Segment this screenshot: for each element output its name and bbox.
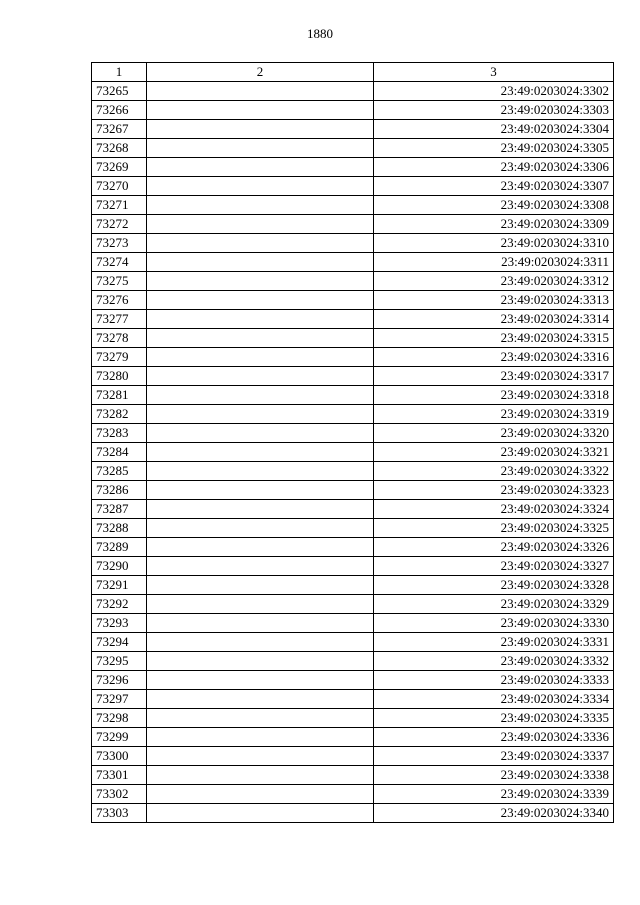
record-number-cell: 73281 [92, 386, 147, 405]
cadastral-number-cell: 23:49:0203024:3315 [374, 329, 614, 348]
table-row [92, 291, 614, 310]
record-number-cell: 73271 [92, 196, 147, 215]
empty-cell [147, 576, 374, 595]
table-row [92, 728, 614, 747]
empty-cell [147, 272, 374, 291]
empty-cell [147, 709, 374, 728]
table-row [92, 310, 614, 329]
record-number-cell: 73297 [92, 690, 147, 709]
table-row [92, 766, 614, 785]
empty-cell [147, 101, 374, 120]
empty-cell [147, 82, 374, 101]
empty-cell [147, 386, 374, 405]
empty-cell [147, 443, 374, 462]
empty-cell [147, 804, 374, 823]
cadastral-number-cell: 23:49:0203024:3316 [374, 348, 614, 367]
table-row [92, 443, 614, 462]
column-header-1: 1 [92, 63, 147, 82]
empty-cell [147, 291, 374, 310]
record-number-cell: 73291 [92, 576, 147, 595]
record-number-cell: 73292 [92, 595, 147, 614]
table-row [92, 557, 614, 576]
table-row [92, 538, 614, 557]
cadastral-number-cell: 23:49:0203024:3324 [374, 500, 614, 519]
empty-cell [147, 405, 374, 424]
table-row [92, 671, 614, 690]
table-row [92, 481, 614, 500]
empty-cell [147, 481, 374, 500]
record-number-cell: 73286 [92, 481, 147, 500]
table-row [92, 329, 614, 348]
cadastral-number-cell: 23:49:0203024:3309 [374, 215, 614, 234]
table-row [92, 519, 614, 538]
cadastral-number-cell: 23:49:0203024:3333 [374, 671, 614, 690]
cadastral-number-cell: 23:49:0203024:3306 [374, 158, 614, 177]
table-row [92, 234, 614, 253]
table-row [92, 785, 614, 804]
empty-cell [147, 538, 374, 557]
record-number-cell: 73296 [92, 671, 147, 690]
record-number-cell: 73277 [92, 310, 147, 329]
table-row [92, 215, 614, 234]
cadastral-number-cell: 23:49:0203024:3320 [374, 424, 614, 443]
table-row [92, 82, 614, 101]
cadastral-number-cell: 23:49:0203024:3339 [374, 785, 614, 804]
record-number-cell: 73279 [92, 348, 147, 367]
table-row [92, 348, 614, 367]
record-number-cell: 73284 [92, 443, 147, 462]
empty-cell [147, 367, 374, 386]
empty-cell [147, 652, 374, 671]
cadastral-number-cell: 23:49:0203024:3325 [374, 519, 614, 538]
record-number-cell: 73275 [92, 272, 147, 291]
empty-cell [147, 348, 374, 367]
cadastral-number-cell: 23:49:0203024:3310 [374, 234, 614, 253]
table-row [92, 690, 614, 709]
table-row [92, 196, 614, 215]
empty-cell [147, 424, 374, 443]
empty-cell [147, 462, 374, 481]
cadastral-number-cell: 23:49:0203024:3319 [374, 405, 614, 424]
empty-cell [147, 595, 374, 614]
cadastral-number-cell: 23:49:0203024:3322 [374, 462, 614, 481]
cadastral-number-cell: 23:49:0203024:3334 [374, 690, 614, 709]
record-number-cell: 73273 [92, 234, 147, 253]
cadastral-number-cell: 23:49:0203024:3312 [374, 272, 614, 291]
cadastral-number-cell: 23:49:0203024:3329 [374, 595, 614, 614]
cadastral-number-cell: 23:49:0203024:3305 [374, 139, 614, 158]
record-number-cell: 73289 [92, 538, 147, 557]
record-number-cell: 73293 [92, 614, 147, 633]
cadastral-number-cell: 23:49:0203024:3311 [374, 253, 614, 272]
cadastral-number-cell: 23:49:0203024:3328 [374, 576, 614, 595]
cadastral-number-cell: 23:49:0203024:3330 [374, 614, 614, 633]
empty-cell [147, 728, 374, 747]
cadastral-number-cell: 23:49:0203024:3331 [374, 633, 614, 652]
record-number-cell: 73268 [92, 139, 147, 158]
cadastral-number-cell: 23:49:0203024:3317 [374, 367, 614, 386]
table-row [92, 253, 614, 272]
table-row [92, 633, 614, 652]
record-number-cell: 73303 [92, 804, 147, 823]
record-number-cell: 73266 [92, 101, 147, 120]
empty-cell [147, 690, 374, 709]
record-number-cell: 73298 [92, 709, 147, 728]
table-row [92, 120, 614, 139]
cadastral-number-cell: 23:49:0203024:3303 [374, 101, 614, 120]
table-row [92, 462, 614, 481]
empty-cell [147, 310, 374, 329]
cadastral-number-cell: 23:49:0203024:3308 [374, 196, 614, 215]
record-number-cell: 73269 [92, 158, 147, 177]
empty-cell [147, 196, 374, 215]
record-number-cell: 73301 [92, 766, 147, 785]
empty-cell [147, 671, 374, 690]
registry-table [91, 62, 614, 823]
cadastral-number-cell: 23:49:0203024:3307 [374, 177, 614, 196]
table-row [92, 158, 614, 177]
table-row [92, 747, 614, 766]
table-row [92, 101, 614, 120]
cadastral-number-cell: 23:49:0203024:3336 [374, 728, 614, 747]
record-number-cell: 73285 [92, 462, 147, 481]
cadastral-number-cell: 23:49:0203024:3318 [374, 386, 614, 405]
record-number-cell: 73299 [92, 728, 147, 747]
cadastral-number-cell: 23:49:0203024:3321 [374, 443, 614, 462]
empty-cell [147, 785, 374, 804]
table-row [92, 576, 614, 595]
cadastral-number-cell: 23:49:0203024:3323 [374, 481, 614, 500]
empty-cell [147, 329, 374, 348]
cadastral-number-cell: 23:49:0203024:3302 [374, 82, 614, 101]
record-number-cell: 73280 [92, 367, 147, 386]
empty-cell [147, 519, 374, 538]
empty-cell [147, 234, 374, 253]
table-row [92, 405, 614, 424]
cadastral-number-cell: 23:49:0203024:3337 [374, 747, 614, 766]
empty-cell [147, 158, 374, 177]
record-number-cell: 73278 [92, 329, 147, 348]
cadastral-number-cell: 23:49:0203024:3314 [374, 310, 614, 329]
empty-cell [147, 139, 374, 158]
record-number-cell: 73274 [92, 253, 147, 272]
record-number-cell: 73283 [92, 424, 147, 443]
table-row [92, 386, 614, 405]
record-number-cell: 73300 [92, 747, 147, 766]
cadastral-number-cell: 23:49:0203024:3335 [374, 709, 614, 728]
record-number-cell: 73302 [92, 785, 147, 804]
record-number-cell: 73295 [92, 652, 147, 671]
empty-cell [147, 120, 374, 139]
table-row [92, 177, 614, 196]
record-number-cell: 73270 [92, 177, 147, 196]
record-number-cell: 73290 [92, 557, 147, 576]
record-number-cell: 73288 [92, 519, 147, 538]
table-body [92, 82, 614, 823]
empty-cell [147, 766, 374, 785]
empty-cell [147, 500, 374, 519]
record-number-cell: 73265 [92, 82, 147, 101]
cadastral-number-cell: 23:49:0203024:3332 [374, 652, 614, 671]
cadastral-number-cell: 23:49:0203024:3326 [374, 538, 614, 557]
cadastral-number-cell: 23:49:0203024:3304 [374, 120, 614, 139]
table-row [92, 652, 614, 671]
empty-cell [147, 253, 374, 272]
cadastral-number-cell: 23:49:0203024:3340 [374, 804, 614, 823]
table-row [92, 139, 614, 158]
table-row [92, 709, 614, 728]
table-row [92, 500, 614, 519]
record-number-cell: 73287 [92, 500, 147, 519]
record-number-cell: 73294 [92, 633, 147, 652]
empty-cell [147, 614, 374, 633]
empty-cell [147, 633, 374, 652]
cadastral-number-cell: 23:49:0203024:3327 [374, 557, 614, 576]
table-header-row [92, 63, 614, 82]
table-row [92, 367, 614, 386]
column-header-2: 2 [147, 63, 374, 82]
empty-cell [147, 747, 374, 766]
table-row [92, 272, 614, 291]
table-row [92, 614, 614, 633]
table-row [92, 804, 614, 823]
record-number-cell: 73267 [92, 120, 147, 139]
table-row [92, 595, 614, 614]
cadastral-number-cell: 23:49:0203024:3338 [374, 766, 614, 785]
record-number-cell: 73282 [92, 405, 147, 424]
empty-cell [147, 215, 374, 234]
cadastral-number-cell: 23:49:0203024:3313 [374, 291, 614, 310]
record-number-cell: 73276 [92, 291, 147, 310]
page-number: 1880 [307, 26, 333, 41]
empty-cell [147, 177, 374, 196]
column-header-3: 3 [374, 63, 614, 82]
empty-cell [147, 557, 374, 576]
table-row [92, 424, 614, 443]
record-number-cell: 73272 [92, 215, 147, 234]
